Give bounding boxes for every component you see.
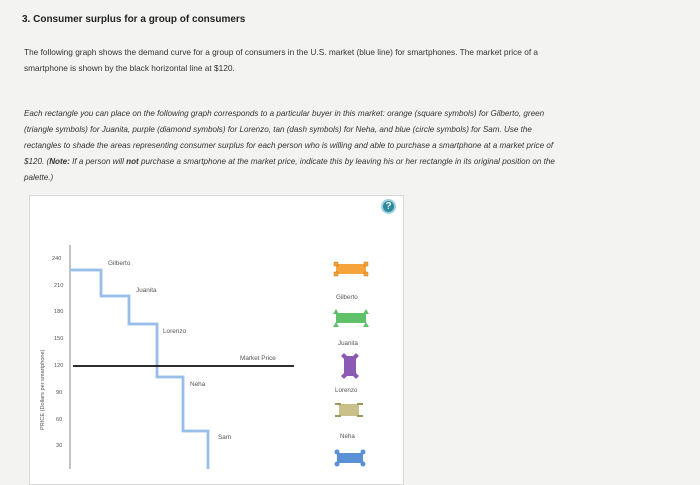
- instruction-text: purchase a smartphone at the market price, indicate this by leaving his or her rectangle in its original position on the: [138, 157, 555, 166]
- y-tick-label: 240: [52, 256, 62, 262]
- intro-line: The following graph shows the demand curve for a group of consumers in the U.S. market (blue line) for smartphones. The market price of a: [24, 47, 539, 57]
- square-handle-icon[interactable]: [334, 262, 338, 266]
- instruction-text: If a person will: [69, 157, 127, 166]
- y-tick-label: 60: [56, 417, 63, 423]
- demand-curve: [70, 270, 208, 469]
- dash-handle-icon[interactable]: [357, 403, 363, 405]
- y-tick-label: 180: [54, 309, 64, 315]
- instruction-line: Each rectangle you can place on the following graph corresponds to a particular buyer in this market: orange (square symbols) for Gilberto, green: [24, 109, 545, 118]
- square-handle-icon[interactable]: [334, 272, 338, 276]
- circle-handle-icon[interactable]: [335, 462, 340, 467]
- square-handle-icon[interactable]: [364, 262, 368, 266]
- demand-curve-core: [70, 270, 208, 469]
- lorenzo-rectangle[interactable]: [344, 356, 356, 376]
- question-title: 3. Consumer surplus for a group of consumers: [22, 14, 246, 25]
- graph-label-juanita: Juanita: [136, 287, 157, 294]
- square-handle-icon[interactable]: [364, 272, 368, 276]
- intro-line: smartphone is shown by the black horizontal line at $120.: [24, 63, 235, 73]
- graph-label-neha: Neha: [190, 381, 206, 388]
- instruction-line: palette.): [24, 173, 54, 182]
- note-label: Note:: [49, 157, 70, 166]
- dash-handle-icon[interactable]: [335, 403, 341, 405]
- circle-handle-icon[interactable]: [335, 450, 340, 455]
- circle-handle-icon[interactable]: [361, 462, 366, 467]
- y-tick-label: 210: [54, 283, 64, 289]
- palette-rect-lorenzo[interactable]: [341, 353, 359, 379]
- dash-handle-icon[interactable]: [335, 415, 341, 417]
- triangle-handle-icon[interactable]: [363, 309, 369, 314]
- not-emphasis: not: [126, 157, 139, 166]
- palette-rect-neha[interactable]: [335, 403, 363, 417]
- neha-rectangle[interactable]: [339, 404, 359, 416]
- instruction-line: (triangle symbols) for Juanita, purple (diamond symbols) for Lorenzo, tan (dash symbols) for Neha, and blue (circle symbols) for Sam. Use the: [24, 125, 532, 134]
- help-button[interactable]: ?: [381, 199, 396, 214]
- y-tick-label: 150: [54, 336, 64, 342]
- triangle-handle-icon[interactable]: [333, 309, 339, 314]
- graph-label-sam: Sam: [218, 434, 232, 441]
- sam-rectangle[interactable]: [337, 453, 363, 463]
- y-tick-label: 90: [56, 390, 63, 396]
- juanita-rectangle[interactable]: [336, 313, 366, 323]
- instruction-text: $120. (: [24, 157, 50, 166]
- palette-label-gilberto: Gilberto: [336, 294, 358, 301]
- palette-rect-gilberto[interactable]: [334, 262, 368, 276]
- graph-label-lorenzo: Lorenzo: [163, 328, 187, 335]
- circle-handle-icon[interactable]: [361, 450, 366, 455]
- palette-label-juanita: Juanita: [338, 340, 358, 347]
- y-axis-label: PRICE (Dollars per smartphone): [40, 349, 46, 430]
- palette-rect-juanita[interactable]: [333, 309, 369, 327]
- instruction-line: rectangles to shade the areas representing consumer surplus for each person who is willing and able to purchase a smartphone at a market price of: [24, 141, 554, 150]
- palette-label-lorenzo: Lorenzo: [335, 387, 358, 394]
- palette-label-neha: Neha: [340, 433, 355, 440]
- dash-handle-icon[interactable]: [357, 415, 363, 417]
- market-price-label: Market Price: [240, 355, 276, 362]
- palette-rect-sam[interactable]: [335, 450, 366, 467]
- graph-label-gilberto: Gilberto: [108, 260, 131, 267]
- y-tick-label: 120: [54, 363, 64, 369]
- gilberto-rectangle[interactable]: [336, 264, 366, 274]
- y-tick-label: 30: [56, 443, 63, 449]
